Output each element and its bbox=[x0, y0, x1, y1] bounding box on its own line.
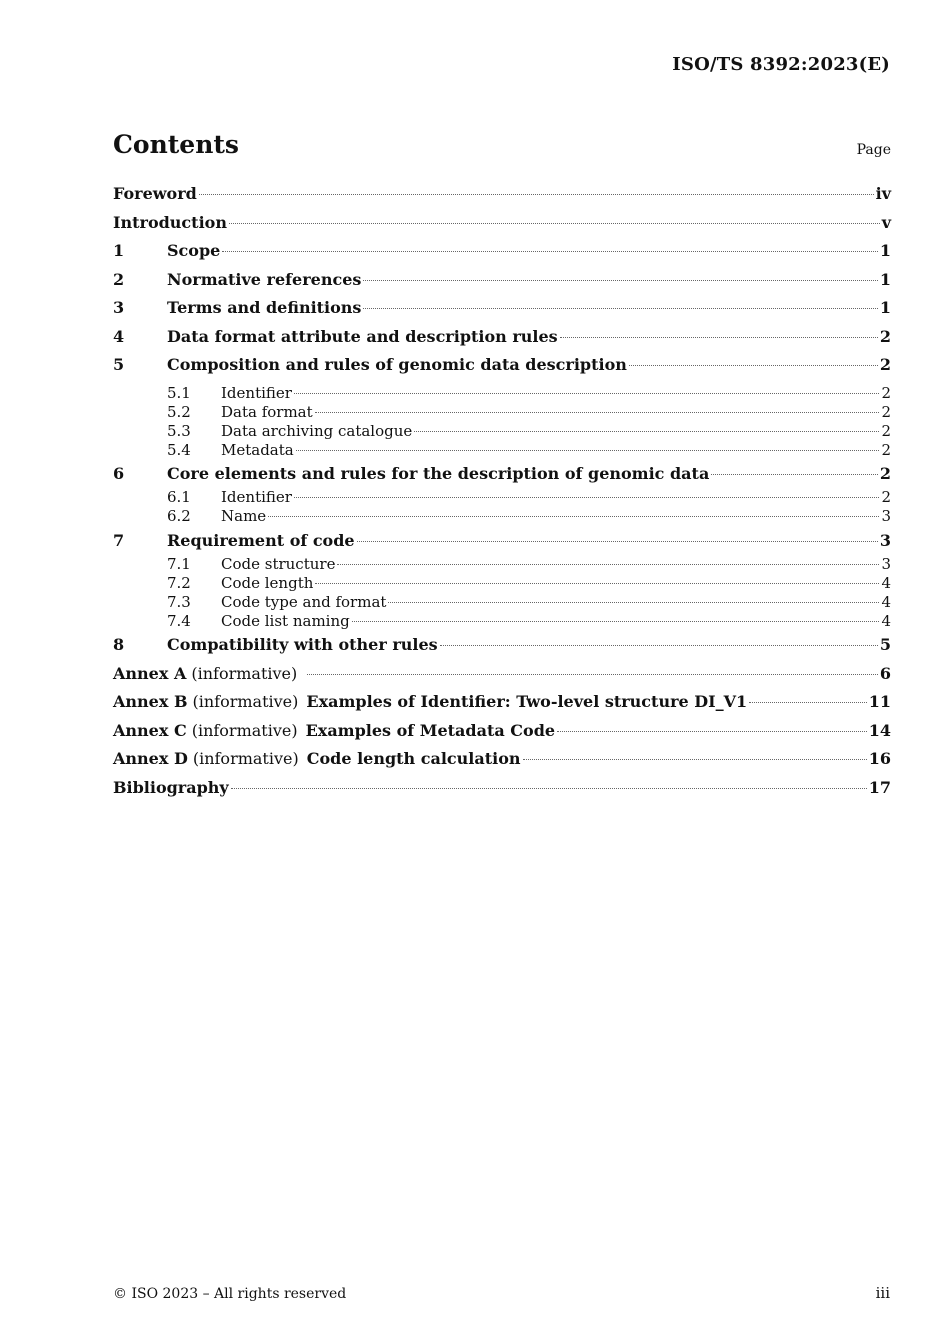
toc-entry-page: iv bbox=[875, 184, 891, 203]
toc-entry-page: 4 bbox=[881, 612, 891, 631]
toc-entry-label: Code list naming bbox=[221, 612, 350, 631]
toc-entry-page: 11 bbox=[868, 692, 891, 712]
annex-info: (informative) bbox=[191, 720, 298, 740]
toc-entry-page: 2 bbox=[881, 402, 891, 421]
toc-entry-label: Introduction bbox=[113, 212, 227, 232]
toc-entry-label: Code type and format bbox=[221, 593, 387, 611]
toc-entry-page: 4 bbox=[881, 573, 891, 592]
annex-title: Examples of Metadata Code bbox=[305, 720, 556, 740]
toc-entry-core-elements[interactable] bbox=[113, 464, 891, 488]
dot-leader bbox=[557, 731, 867, 732]
toc-entry-page: 2 bbox=[879, 464, 891, 484]
toc-entry-label: Scope bbox=[167, 241, 221, 260]
toc-entry-page: 5 bbox=[879, 635, 891, 655]
annex-id: Annex D bbox=[113, 749, 188, 769]
toc-entry-composition-rules[interactable] bbox=[113, 355, 891, 384]
dot-leader bbox=[294, 393, 880, 394]
toc-entry-number: 8 bbox=[113, 635, 125, 655]
dot-leader bbox=[352, 621, 880, 622]
toc-entry-number: 6 bbox=[113, 464, 125, 484]
toc-subentry-7-2[interactable] bbox=[113, 574, 891, 593]
page-number: iii bbox=[875, 1284, 890, 1302]
toc-entry-label: Identifier bbox=[221, 488, 292, 507]
toc-entry-label: Composition and rules of genomic data description bbox=[167, 355, 627, 374]
toc-entry-bibliography[interactable] bbox=[113, 778, 891, 807]
table-of-contents bbox=[113, 184, 891, 806]
annex-id: Annex B bbox=[113, 692, 188, 712]
toc-entry-annex-c[interactable] bbox=[113, 721, 891, 750]
dot-leader bbox=[440, 645, 878, 646]
toc-entry-scope[interactable] bbox=[113, 241, 891, 270]
dot-leader bbox=[523, 759, 867, 760]
toc-entry-page: 14 bbox=[868, 720, 891, 740]
toc-entry-page: 3 bbox=[879, 530, 891, 550]
annex-title: Examples of Identifier: Two-level structure DI_V1 bbox=[306, 692, 748, 712]
toc-entry-label: Foreword bbox=[113, 184, 197, 203]
toc-subentry-7-1[interactable] bbox=[113, 555, 891, 574]
toc-entry-page: 17 bbox=[868, 777, 891, 797]
toc-entry-number: 6.2 bbox=[167, 507, 191, 526]
toc-entry-number: 5.1 bbox=[167, 383, 191, 402]
dot-leader bbox=[296, 450, 880, 451]
toc-entry-label: Code length bbox=[221, 573, 314, 592]
contents-heading-row bbox=[113, 130, 891, 170]
toc-entry-page: 6 bbox=[879, 663, 891, 683]
dot-leader bbox=[229, 223, 880, 224]
toc-entry-number: 5.2 bbox=[167, 402, 191, 421]
toc-entry-number: 7.3 bbox=[167, 593, 191, 611]
toc-entry-number: 7.4 bbox=[167, 612, 191, 631]
toc-entry-label: Normative references bbox=[167, 269, 362, 289]
toc-entry-label: Code structure bbox=[221, 554, 336, 573]
toc-subentry-5-1[interactable] bbox=[113, 384, 891, 403]
toc-entry-page: 2 bbox=[879, 326, 891, 346]
toc-entry-page: v bbox=[881, 212, 891, 232]
toc-entry-number: 7.1 bbox=[167, 554, 191, 573]
toc-subentry-6-1[interactable] bbox=[113, 488, 891, 507]
toc-entry-page: 1 bbox=[879, 241, 891, 260]
toc-entry-label: Requirement of code bbox=[167, 530, 355, 550]
toc-entry-page: 2 bbox=[881, 383, 891, 402]
toc-subentry-6-2[interactable] bbox=[113, 507, 891, 526]
dot-leader bbox=[231, 788, 867, 789]
toc-entry-page: 1 bbox=[879, 269, 891, 289]
toc-entry-number: 6.1 bbox=[167, 488, 191, 507]
toc-entry-foreword[interactable] bbox=[113, 184, 891, 213]
toc-entry-page: 2 bbox=[881, 441, 891, 460]
dot-leader bbox=[363, 308, 877, 309]
toc-entry-page: 3 bbox=[881, 507, 891, 526]
toc-entry-data-format-rules[interactable] bbox=[113, 327, 891, 356]
document-code: ISO/TS 8392:2023(E) bbox=[672, 54, 890, 75]
toc-entry-label: Identifier bbox=[221, 383, 292, 402]
toc-entry-number: 2 bbox=[113, 269, 125, 289]
dot-leader bbox=[268, 516, 879, 517]
page-column-label: Page bbox=[856, 142, 891, 158]
toc-entry-page: 3 bbox=[881, 554, 891, 573]
dot-leader bbox=[315, 412, 880, 413]
dot-leader bbox=[414, 431, 879, 432]
toc-entry-label: Terms and definitions bbox=[167, 298, 362, 317]
annex-info: (informative) bbox=[192, 749, 299, 769]
dot-leader bbox=[560, 337, 878, 338]
dot-leader bbox=[199, 194, 874, 195]
toc-entry-requirement-of-code[interactable] bbox=[113, 531, 891, 555]
dot-leader bbox=[711, 474, 878, 475]
toc-entry-page: 2 bbox=[879, 355, 891, 374]
toc-entry-label: Name bbox=[221, 507, 267, 526]
toc-subentry-5-3[interactable] bbox=[113, 422, 891, 441]
dot-leader bbox=[315, 583, 879, 584]
toc-entry-number: 3 bbox=[113, 298, 125, 317]
dot-leader bbox=[307, 674, 878, 675]
dot-leader bbox=[294, 497, 880, 498]
annex-info: (informative) bbox=[191, 663, 298, 683]
toc-subentry-7-3[interactable] bbox=[113, 593, 891, 612]
copyright-notice: © ISO 2023 – All rights reserved bbox=[113, 1286, 347, 1302]
toc-entry-page: 2 bbox=[881, 421, 891, 440]
toc-entry-terms-definitions[interactable] bbox=[113, 298, 891, 327]
toc-entry-label: Data format bbox=[221, 402, 313, 421]
toc-entry-number: 5.4 bbox=[167, 441, 191, 460]
annex-info: (informative) bbox=[192, 692, 299, 712]
annex-title: Code length calculation bbox=[306, 749, 521, 769]
toc-subentry-5-4[interactable] bbox=[113, 441, 891, 460]
dot-leader bbox=[388, 602, 879, 603]
toc-entry-number: 1 bbox=[113, 241, 125, 260]
dot-leader bbox=[629, 365, 878, 366]
dot-leader bbox=[337, 564, 879, 565]
toc-entry-introduction[interactable] bbox=[113, 213, 891, 242]
toc-entry-label: Metadata bbox=[221, 441, 294, 460]
toc-entry-number: 5.3 bbox=[167, 421, 191, 440]
toc-entry-annex-a[interactable] bbox=[113, 664, 891, 693]
dot-leader bbox=[222, 251, 878, 252]
annex-id: Annex A bbox=[113, 663, 187, 683]
dot-leader bbox=[749, 702, 867, 703]
toc-entry-annex-d[interactable] bbox=[113, 749, 891, 778]
toc-entry-number: 7 bbox=[113, 530, 125, 550]
annex-id: Annex C bbox=[113, 720, 187, 740]
toc-entry-annex-b[interactable] bbox=[113, 692, 891, 721]
toc-entry-normative-references[interactable] bbox=[113, 270, 891, 299]
toc-entry-page: 2 bbox=[881, 488, 891, 507]
toc-entry-page: 16 bbox=[868, 749, 891, 769]
toc-entry-label: Compatibility with other rules bbox=[167, 635, 438, 655]
toc-entry-compatibility[interactable] bbox=[113, 635, 891, 664]
toc-entry-label: Data archiving catalogue bbox=[221, 421, 413, 440]
toc-entry-page: 4 bbox=[881, 593, 891, 611]
toc-entry-number: 5 bbox=[113, 355, 125, 374]
dot-leader bbox=[363, 280, 877, 281]
toc-entry-number: 4 bbox=[113, 326, 125, 346]
dot-leader bbox=[357, 541, 878, 542]
toc-entry-label: Bibliography bbox=[113, 777, 229, 797]
toc-entry-label: Data format attribute and description rules bbox=[167, 326, 558, 346]
toc-entry-page: 1 bbox=[879, 298, 891, 317]
toc-subentry-7-4[interactable] bbox=[113, 612, 891, 631]
contents-title: Contents bbox=[113, 130, 240, 159]
toc-entry-label: Core elements and rules for the description of genomic data bbox=[167, 464, 710, 484]
toc-subentry-5-2[interactable] bbox=[113, 403, 891, 422]
toc-entry-number: 7.2 bbox=[167, 573, 191, 592]
